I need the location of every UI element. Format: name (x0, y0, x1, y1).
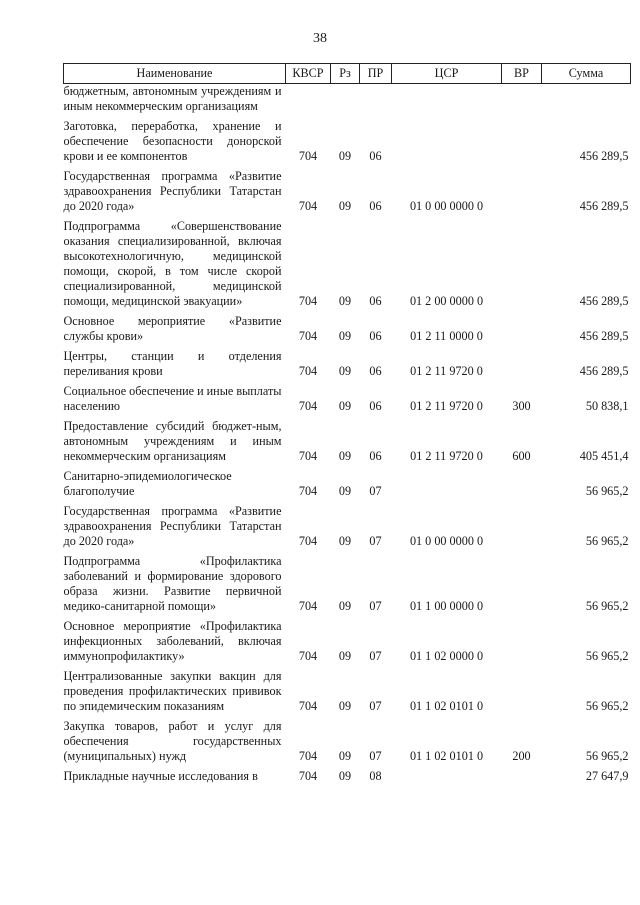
row-name: Основное мероприятие «Профилактика инфекционных заболеваний, включая иммунопрофилактику» (63, 619, 282, 663)
table-row (64, 216, 631, 311)
row-rz: 09 (338, 149, 352, 163)
row-pr: 06 (369, 329, 382, 343)
row-csr: 01 1 02 0000 0 (409, 649, 484, 663)
row-kvsr: 704 (298, 149, 318, 163)
row-csr (392, 116, 502, 166)
row-csr: 01 2 11 9720 0 (410, 364, 483, 378)
row-vr (502, 616, 542, 666)
row-rz (331, 84, 360, 117)
row-csr: 01 0 00 0000 0 (409, 534, 484, 548)
row-sum: 50 838,1 (585, 399, 629, 413)
row-pr: 07 (369, 534, 382, 548)
row-sum: 456 289,5 (579, 329, 629, 343)
column-header-kvsr: КВСР (286, 64, 331, 84)
row-sum: 456 289,5 (579, 364, 629, 378)
row-csr: 01 0 00 0000 0 (409, 199, 484, 213)
row-pr: 07 (369, 649, 382, 663)
row-pr: 07 (369, 699, 382, 713)
table-row (64, 84, 631, 117)
row-sum: 456 289,5 (579, 199, 629, 213)
row-name: Государственная программа «Развитие здравоохранения Республики Татарстан до 2020 года» (63, 504, 282, 548)
row-rz: 09 (338, 599, 352, 613)
row-kvsr: 704 (298, 364, 318, 378)
row-csr: 01 2 11 9720 0 (410, 399, 483, 413)
row-pr: 06 (369, 364, 382, 378)
row-vr (502, 466, 542, 501)
row-rz: 09 (338, 649, 352, 663)
row-csr: 01 2 11 0000 0 (410, 329, 483, 343)
table-header (64, 64, 631, 84)
column-header-rz: Рз (331, 64, 360, 84)
row-name: Заготовка, переработка, хранение и обеспечение безопасности донорской крови и ее компонентов (63, 119, 282, 163)
row-sum: 56 965,2 (585, 699, 629, 713)
row-sum: 456 289,5 (579, 149, 629, 163)
row-csr (392, 766, 502, 786)
column-header-pr: ПР (360, 64, 392, 84)
row-rz: 09 (338, 399, 352, 413)
row-rz: 09 (338, 199, 352, 213)
column-header-vr: ВР (502, 64, 542, 84)
table-row (64, 716, 631, 766)
table-row (64, 666, 631, 716)
row-name: Предоставление субсидий бюджет-ным, автономным учреждениям и иным некоммерческим организациям (63, 419, 282, 463)
row-pr (360, 84, 392, 117)
row-pr: 06 (369, 199, 382, 213)
row-name: Подпрограмма «Совершенствование оказания специализированной, включая высокотехнологичную, медицинской помощи, скорой, в том числе скорой специализированной, медицинской помощи, медицинской эвакуации» (63, 219, 282, 308)
row-kvsr: 704 (298, 599, 318, 613)
row-kvsr: 704 (298, 649, 318, 663)
row-vr (502, 116, 542, 166)
row-csr: 01 1 02 0101 0 (409, 749, 484, 763)
row-name: Закупка товаров, работ и услуг для обеспечения государственных (муниципальных) нужд (63, 719, 282, 763)
row-vr (502, 84, 542, 117)
table-row (64, 551, 631, 616)
row-sum: 27 647,9 (585, 769, 629, 783)
table-row (64, 416, 631, 466)
row-kvsr (286, 84, 331, 117)
row-pr: 07 (369, 484, 382, 498)
row-rz: 09 (338, 449, 352, 463)
table-row (64, 166, 631, 216)
table-row (64, 116, 631, 166)
row-rz: 09 (338, 769, 352, 783)
row-kvsr: 704 (298, 399, 318, 413)
row-sum: 56 965,2 (585, 599, 629, 613)
row-kvsr: 704 (298, 294, 318, 308)
row-pr: 08 (369, 769, 382, 783)
row-sum: 56 965,2 (585, 649, 629, 663)
row-csr: 01 2 11 9720 0 (410, 449, 483, 463)
row-csr (392, 84, 502, 117)
row-vr (502, 666, 542, 716)
table-body (64, 84, 631, 787)
row-pr: 07 (369, 599, 382, 613)
table-row (64, 466, 631, 501)
row-sum: 56 965,2 (585, 534, 629, 548)
row-sum: 405 451,4 (579, 449, 629, 463)
row-vr: 200 (512, 749, 531, 763)
row-rz: 09 (338, 484, 352, 498)
row-kvsr: 704 (298, 484, 318, 498)
row-kvsr: 704 (298, 449, 318, 463)
budget-table (63, 63, 631, 786)
page-number: 38 (313, 31, 327, 46)
row-name: Государственная программа «Развитие здравоохранения Республики Татарстан до 2020 года» (63, 169, 282, 213)
row-vr (502, 311, 542, 346)
row-name: бюджетным, автономным учреждениям и иным некоммерческим организациям (63, 84, 282, 113)
row-name: Централизованные закупки вакцин для проведения профилактических прививок по эпидемическим показаниям (63, 669, 282, 713)
row-vr (502, 501, 542, 551)
row-csr (392, 466, 502, 501)
row-rz: 09 (338, 329, 352, 343)
row-kvsr: 704 (298, 329, 318, 343)
table-row (64, 346, 631, 381)
row-vr (502, 346, 542, 381)
row-rz: 09 (338, 534, 352, 548)
row-sum (542, 84, 631, 117)
row-csr: 01 1 02 0101 0 (409, 699, 484, 713)
row-sum: 56 965,2 (585, 484, 629, 498)
row-pr: 06 (369, 399, 382, 413)
row-vr (502, 551, 542, 616)
table-row (64, 381, 631, 416)
row-pr: 07 (369, 749, 382, 763)
column-header-sum: Сумма (542, 64, 631, 84)
row-kvsr: 704 (298, 534, 318, 548)
row-pr: 06 (369, 149, 382, 163)
table-row (64, 766, 631, 786)
row-vr (502, 216, 542, 311)
row-name: Санитарно-эпидемиологическое благополучие (63, 469, 232, 498)
table-row (64, 616, 631, 666)
column-header-name: Наименование (64, 64, 286, 84)
column-header-csr: ЦСР (392, 64, 502, 84)
table-row (64, 311, 631, 346)
row-kvsr: 704 (298, 699, 318, 713)
row-rz: 09 (338, 294, 352, 308)
row-vr: 600 (512, 449, 531, 463)
row-sum: 56 965,2 (585, 749, 629, 763)
row-name: Основное мероприятие «Развитие службы крови» (63, 314, 282, 343)
row-vr: 300 (512, 399, 531, 413)
row-kvsr: 704 (298, 749, 318, 763)
row-rz: 09 (338, 364, 352, 378)
row-rz: 09 (338, 699, 352, 713)
row-name: Центры, станции и отделения переливания крови (63, 349, 282, 378)
row-sum: 456 289,5 (579, 294, 629, 308)
table-row (64, 501, 631, 551)
row-vr (502, 766, 542, 786)
row-csr: 01 1 00 0000 0 (409, 599, 484, 613)
row-name: Прикладные научные исследования в (63, 769, 258, 783)
row-pr: 06 (369, 449, 382, 463)
row-vr (502, 166, 542, 216)
row-csr: 01 2 00 0000 0 (409, 294, 484, 308)
row-rz: 09 (338, 749, 352, 763)
row-kvsr: 704 (298, 769, 318, 783)
row-kvsr: 704 (298, 199, 318, 213)
row-name: Социальное обеспечение и иные выплаты населению (63, 384, 282, 413)
row-name: Подпрограмма «Профилактика заболеваний и формирование здорового образа жизни. Развитие первичной медико-санитарной помощи» (63, 554, 282, 613)
row-pr: 06 (369, 294, 382, 308)
